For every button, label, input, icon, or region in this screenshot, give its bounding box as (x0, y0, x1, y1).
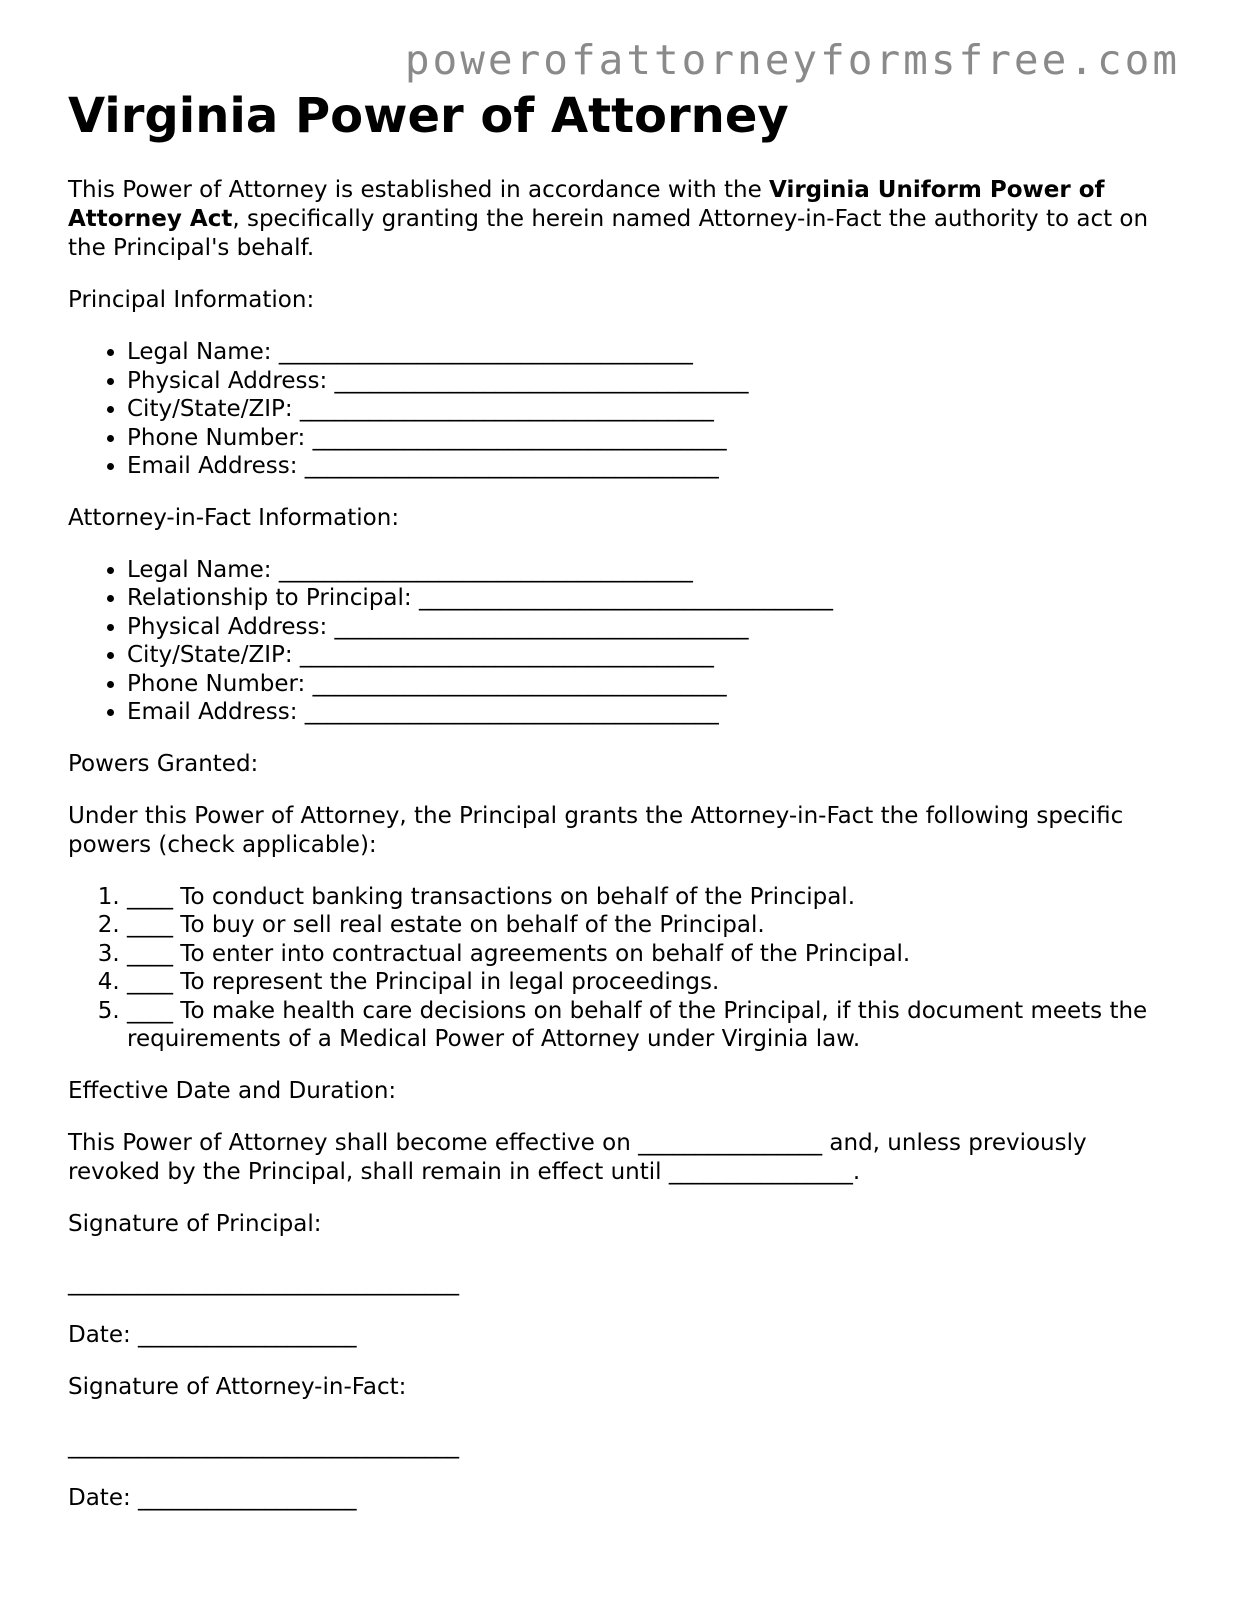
attorney-fields-list (68, 556, 1178, 727)
attorney-field-phone-number: • Phone Number: ____________________________________ (127, 670, 1178, 699)
intro-act-name: Virginia Uniform Power of Attorney Act (68, 177, 1105, 232)
principal-signature-date: Date: ___________________ (68, 1321, 357, 1348)
powers-list (68, 883, 1178, 1054)
attorney-field-legal-name: • Legal Name: ____________________________________ (127, 556, 1178, 585)
principal-field-phone-number: • Phone Number: ____________________________________ (127, 424, 1178, 453)
intro-text-start: This Power of Attorney is established in accordance with the (68, 177, 770, 203)
document-title: Virginia Power of Attorney (68, 88, 789, 144)
principal-field-physical-address: • Physical Address: ____________________________________ (127, 367, 1178, 396)
watermark-text: powerofattorneyformsfree.com (404, 36, 1180, 84)
attorney-field-city-state-zip: • City/State/ZIP: ____________________________________ (127, 641, 1178, 670)
attorney-field-physical-address: • Physical Address: ____________________________________ (127, 613, 1178, 642)
power-item-real-estate: 2. ____ To buy or sell real estate on behalf of the Principal. (127, 911, 1178, 940)
document-page (68, 88, 1178, 1513)
effective-text: This Power of Attorney shall become effective on ________________ and, unless previously revoked by the Principal, shall remain in effect until ________________. (68, 1129, 1087, 1185)
attorney-signature-line: __________________________________ (68, 1432, 459, 1459)
intro-paragraph (68, 176, 1178, 263)
power-item-health-care: 5. ____ To make health care decisions on behalf of the Principal, if this document meets the requirements of a Medical Power of Attorney under Virginia law. (127, 997, 1178, 1054)
powers-heading: Powers Granted: (68, 750, 259, 777)
principal-signature-line: __________________________________ (68, 1269, 459, 1296)
attorney-field-email-address: • Email Address: ____________________________________ (127, 698, 1178, 727)
intro-text-end: , specifically granting the herein named Attorney-in-Fact the authority to act on the Principal's behalf. (68, 206, 1149, 261)
principal-heading: Principal Information: (68, 287, 315, 313)
principal-field-city-state-zip: • City/State/ZIP: ____________________________________ (127, 395, 1178, 424)
principal-field-email-address: • Email Address: ____________________________________ (127, 452, 1178, 481)
power-item-banking: 1. ____ To conduct banking transactions on behalf of the Principal. (127, 883, 1178, 912)
attorney-signature-date: Date: ___________________ (68, 1484, 357, 1511)
attorney-heading: Attorney-in-Fact Information: (68, 504, 400, 531)
principal-field-legal-name: • Legal Name: ____________________________________ (127, 338, 1178, 367)
power-item-legal: 4. ____ To represent the Principal in legal proceedings. (127, 968, 1178, 997)
principal-fields-list (68, 338, 1178, 481)
power-item-contracts: 3. ____ To enter into contractual agreements on behalf of the Principal. (127, 940, 1178, 969)
attorney-signature-label: Signature of Attorney-in-Fact: (68, 1373, 407, 1400)
attorney-field-relationship: • Relationship to Principal: ____________________________________ (127, 584, 1178, 613)
powers-intro: Under this Power of Attorney, the Principal grants the Attorney-in-Fact the following specific powers (check applicable): (68, 802, 1124, 858)
principal-signature-label: Signature of Principal: (68, 1210, 322, 1237)
effective-heading: Effective Date and Duration: (68, 1077, 397, 1104)
